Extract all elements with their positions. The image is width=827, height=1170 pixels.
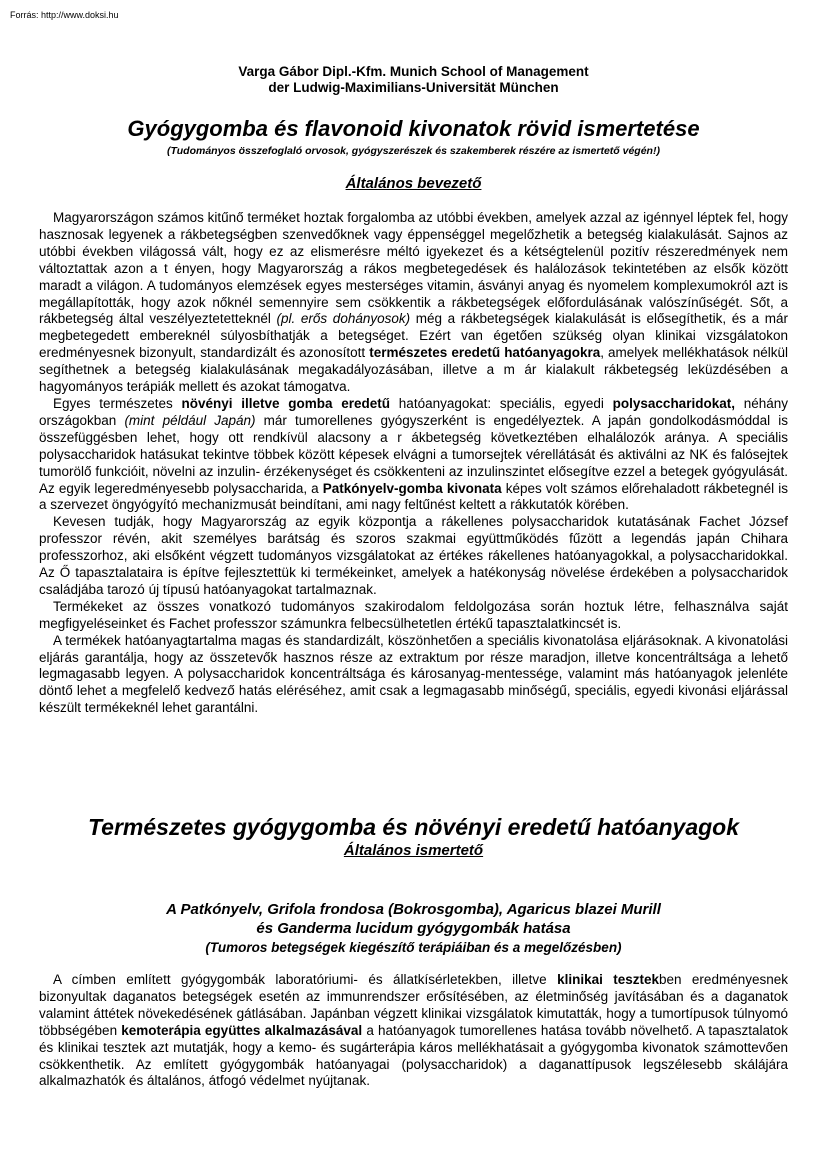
section2-heading-line-3: (Tumoros betegségek kiegészítő terápiáiban és a megelőzésben) [205,940,622,955]
intro-heading: Általános bevezető [345,175,482,192]
author-line-1: Varga Gábor Dipl.-Kfm. Munich School of Management [238,64,589,79]
section2-body [39,972,788,1090]
page-subtitle: (Tudományos összefoglaló orvosok, gyógyszerészek és szakemberek részére az ismertető végén!) [167,145,660,157]
section2-heading-line-1: A Patkónyelv, Grifola frondosa (Bokrosgomba), Agaricus blazei Murill [166,901,661,918]
intro-paragraph-2: Egyes természetes növényi illetve gomba eredetű hatóanyagokat: speciális, egyedi polysaccharidokat, néhány országokban (mint például Japán) már tumorellenes gyógyszerként is engedélyeztek. A japán gondolkodásmóddal is összefüggésben lehet, hogy ott rendkívül alacsony a r ákbetegség következtében elhalálozók aránya. A speciális polysaccharidok hatásukat tekintve többek között képesek elvágni a tumorsejtek vérellátását és aktiválni az NK és falósejtek tumorölő funkcióit, növelni az inzulin- érzékenységet és csökkenteni az inzulinszintet elősegítve ezzel a betegek gyógyulását. Az egyik legeredményesebb polysaccharida, a Patkónyelv-gomba kivonata képes volt számos előrehaladott rákbetegnél is a szervezet öngyógyító mechanizmusát beindítani, ami nagy feltűnést keltett a rákkutatók körében. [39,395,788,513]
section2-subtitle: Általános ismertető [343,842,484,859]
section2-heading-block [60,900,767,957]
intro-paragraph-3: Kevesen tudják, hogy Magyarország az egyik központja a rákellenes polysaccharidok kutatásának Fachet József professzor révén, akit személyes barátság és szoros szakmai együttműködés fűzött a legendás japán Chihara professzorhoz, aki elsőként végzett tudományos vizsgálatokat az értékes rákellenes hatóanyagokkal, a polysaccharidokkal. Az Ő tapasztalataira is építve fejlesztettük ki termékeinket, amelyek a hatékonyság növelése érdekében a polysaccharidok családjába tarozó új típusú hatóanyagokat tartalmaznak. [39,514,788,597]
intro-body [39,210,788,717]
author-line-2: der Ludwig-Maximilians-Universität München [268,80,559,95]
author-block [40,64,787,96]
source-note: Forrás: http://www.doksi.hu [10,10,119,20]
section2-title: Természetes gyógygomba és növényi eredetű hatóanyagok [87,814,740,840]
section2-heading-line-2: és Ganderma lucidum gyógygombák hatása [256,920,571,937]
page-title: Gyógygomba és flavonoid kivonatok rövid ismertetése [127,116,700,141]
intro-paragraph-5: A termékek hatóanyagtartalma magas és standardizált, köszönhetően a speciális kivonatolása eljárásoknak. A kivonatolási eljárás garantálja, hogy az összetevők hasznos része az extraktum por része maradjon, illetve koncentráltsága a lehető legmagasabb legyen. A polysaccharidok koncentráltsága és károsanyag-mentessége, valamint más hatóanyagok jelenléte döntő lehet a megfelelő kedvező hatás eléréséhez, amit csak a legmagasabb minőségű, speciális, egyedi kivonási eljárással készült termékeknél lehet garantálni. [39,632,788,716]
intro-paragraph-4: Termékeket az összes vonatkozó tudományos szakirodalom feldolgozása során hoztuk létre, felhasználva saját megfigyeléseinket és Fachet professzor számunkra felbecsülhetetlen értékű tapasztalatkincsét is. [39,598,788,631]
intro-paragraph-1: Magyarországon számos kitűnő terméket hoztak forgalomba az utóbbi években, amelyek azzal az igénnyel léptek fel, hogy hasznosak legyenek a rákbetegségben szenvedőknek vagy éppenséggel megelőzhetik a betegség kialakulását. Sajnos az utóbbi években világossá vált, hogy ez az elismerésre méltó igyekezet és a kétségtelenül pozitív részeredmények nem változtattak azon a t ényen, hogy Magyarország a rákos megbetegedések és halálozások tekintetében az elsők között maradt a világon. A tudományos elemzések egyes mesterséges vitamin, ásványi anyag és nyomelem komplexumokról azt is megállapították, hogy azok nőknél semennyire sem csökkentik a rákbetegségek előfordulásának valószínűségét. Sőt, a rákbetegség által veszélyeztetetteknél (pl. erős dohányosok) még a rákbetegségek kialakulását is elősegíthetik, és a már megbetegedett embereknél súlyosbíthatják a betegséget. Ezért van égetően szükség olyan klinikai vizsgálatokon eredményesnek bizonyult, standardizált és azonosított természetes eredetű hatóanyagokra, amelyek mellékhatások nélkül segíthetnek a betegség kialakulásának megakadályozásában, illetve a m ár kialakult rákbetegség leküzdésében a hagyományos terápiák mellett és azokat támogatva. [39,210,788,395]
section2-paragraph-1: A címben említett gyógygombák laboratóriumi- és állatkísérletekben, illetve klinikai tesztekben eredményesnek bizonyultak daganatos betegségek esetén az immunrendszer erősítésében, az életminőség javításában és a daganatok valamint áttétek növekedésének gátlásában. Japánban végzett klinikai vizsgálatok kimutatták, hogy a tumortípusok túlnyomó többségében kemoterápia együttes alkalmazásával a hatóanyagok tumorellenes hatása tovább növelhető. A tapasztalatok és klinikai tesztek azt mutatják, hogy a kemo- és sugárterápia káros mellékhatásait a gyógygomba kivonatok számottevően csökkenthetik. Az említett gyógygombák hatóanyagai (polysaccharidok) a daganattípusok legszélesebb skálájára alkalmazhatók és általános, átfogó védelmet nyújtanak. [39,972,788,1089]
